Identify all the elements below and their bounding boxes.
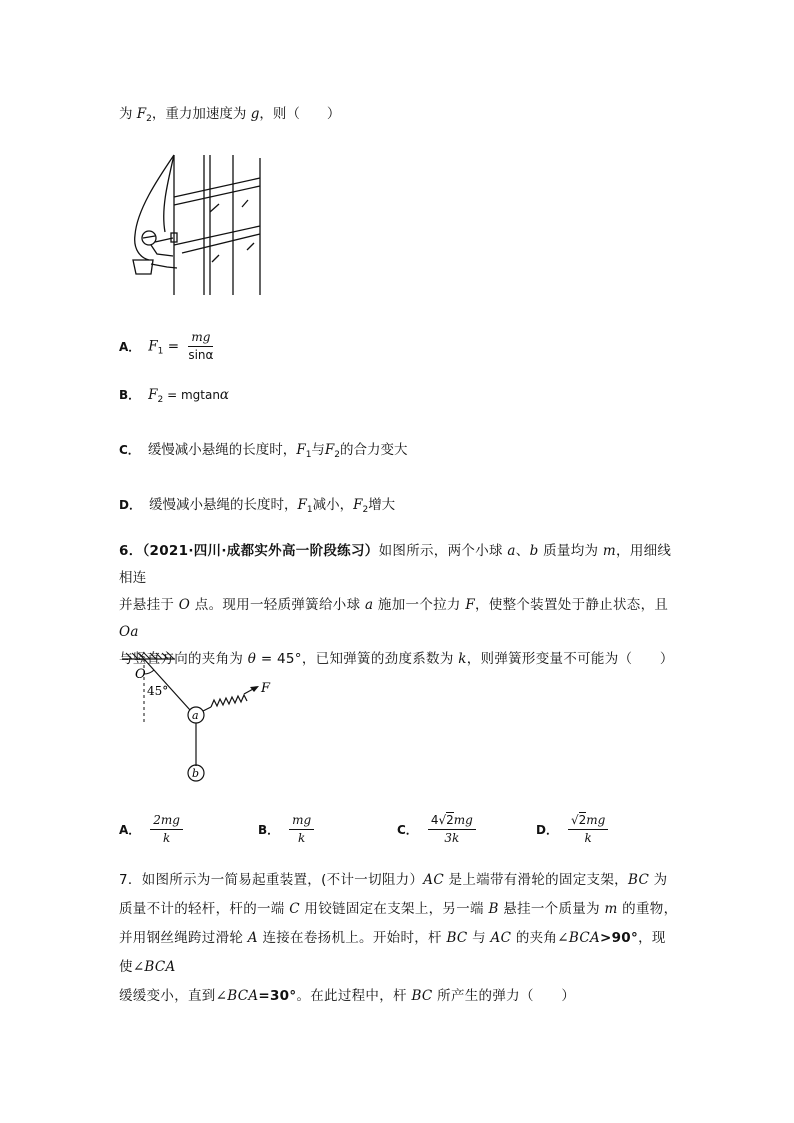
- q6-option-c[interactable]: C． $\frac{4√2mg}{3k}$: [397, 813, 478, 846]
- q5-option-d[interactable]: D． 缓慢减小悬绳的长度时，$F_1$减小，$F_2$增大: [119, 497, 396, 515]
- spring-balls-figure: [117, 652, 287, 788]
- label-b: b: [192, 767, 200, 780]
- window-cleaner-figure: [127, 150, 267, 300]
- label-O: O: [135, 667, 146, 682]
- label-angle: 45°: [147, 684, 169, 698]
- q7-stem: 7．如图所示为一简易起重装置，(不计一切阻力）AC 是上端带有滑轮的固定支架，BC 为 质量不计的轻杆，杆的一端 C 用铰链固定在支架上，另一端 B 悬挂一个质量为 m 的重物， 并用钢丝绳跨过滑轮 A 连接在卷扬机上。开始时，杆 BC 与 AC 的夹角∠BCA>90°，现使∠BCA 缓缓变小，直到∠BCA=30°。在此过程中，杆 BC 所产生的弹力（ ）: [119, 872, 678, 1004]
- label-a: a: [192, 709, 199, 722]
- q6-option-a[interactable]: A． $\frac{2mg}{k}$: [119, 813, 185, 846]
- q6-option-b[interactable]: B． $\frac{mg}{k}$: [258, 813, 316, 846]
- q5-stem-tail: 为 $F_2$，重力加速度为 g，则（ ）: [119, 106, 341, 124]
- q5-option-a[interactable]: A． $F_1$ = $\frac{mg}{\sin\alpha}$: [119, 330, 218, 363]
- label-F: F: [261, 681, 271, 696]
- fraction: $\frac{mg}{\sin\alpha}$: [188, 330, 214, 362]
- q5-option-c[interactable]: C． 缓慢减小悬绳的长度时，$F_1$与$F_2$的合力变大: [119, 442, 408, 460]
- q6-option-d[interactable]: D． $\frac{√2mg}{k}$: [536, 813, 610, 846]
- q6-stem: 6．（2021·四川·成都实外高一阶段练习）如图所示，两个小球 a、b 质量均为 m，用细线相连 并悬挂于 O 点。现用一轻质弹簧给小球 a 施加一个拉力 F，使整个装置处于静止状态，且 Oa 与竖直方向的夹角为 θ = 45°，已知弹簧的劲度系数为 k，则弹簧形变量不可能为（ ）: [119, 543, 674, 667]
- q5-option-b[interactable]: B． $F_2 = mgtan\alpha$: [119, 387, 230, 405]
